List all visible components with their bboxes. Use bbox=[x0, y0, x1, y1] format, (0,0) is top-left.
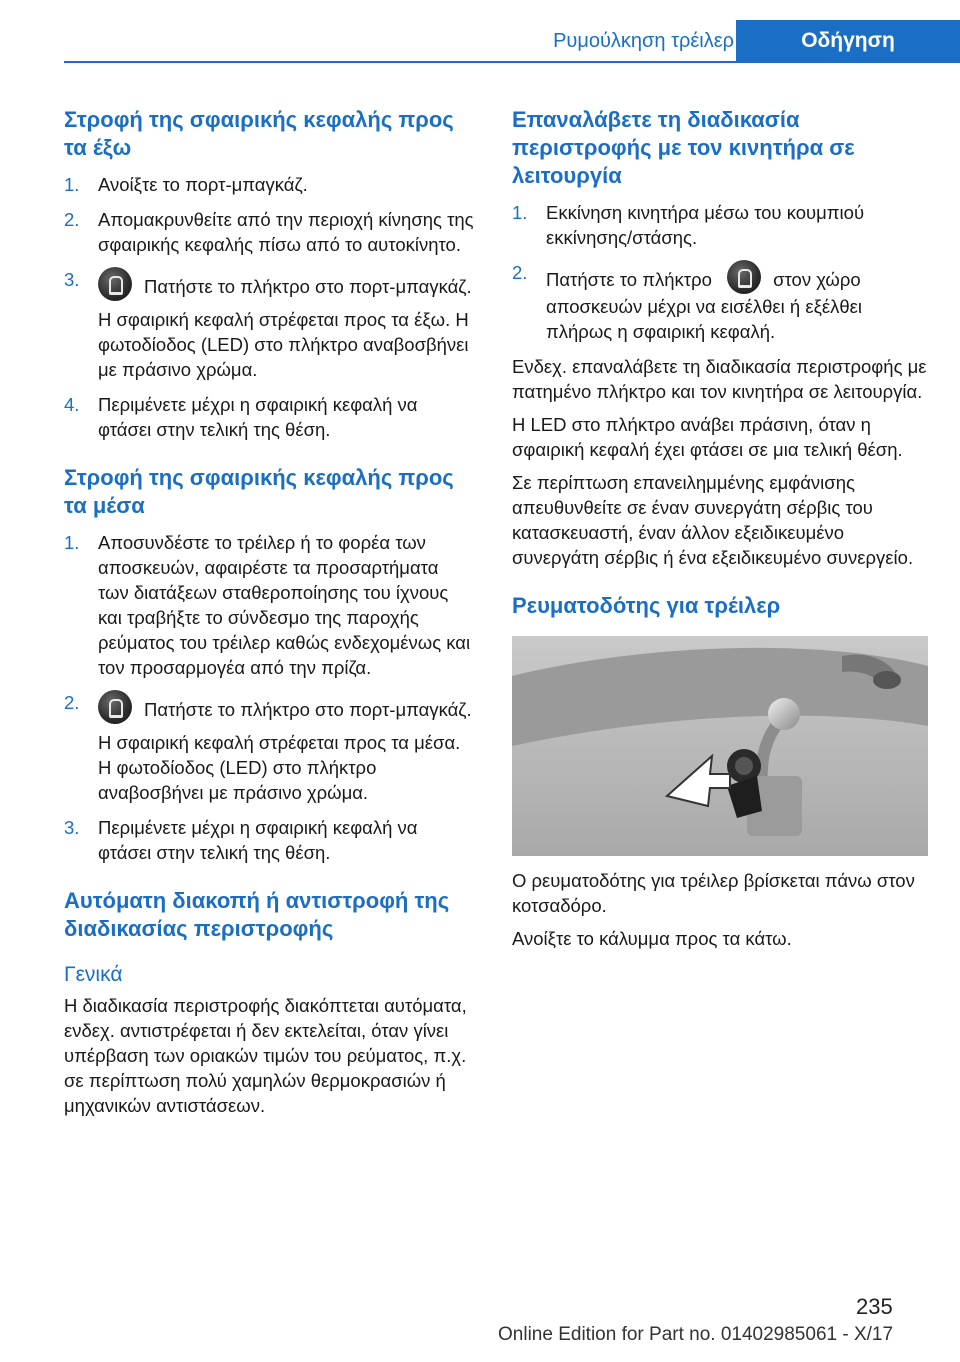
step-number: 3. bbox=[64, 269, 80, 290]
step bbox=[64, 207, 474, 257]
paragraph: Η LED στο πλήκτρο ανάβει πράσινη, όταν η σφαιρική κεφαλή έχει φτάσει σε μια τελική θέση. bbox=[512, 414, 903, 460]
step-number: 2. bbox=[64, 692, 80, 713]
step-number: 2. bbox=[64, 209, 80, 230]
section-title-socket: Ρευματοδότης για τρέιλερ bbox=[512, 593, 781, 618]
paragraph: Σε περίπτωση επανειλημμένης εμφάνισης απευθυνθείτε σε έναν συνεργάτη σέρβις του κατασκευαστή, έναν άλλον εξειδικευμένο συνεργάτη σέρβις ή ένα εξειδικευμένο συνεργείο. bbox=[512, 472, 914, 568]
step-note: Η σφαιρική κεφαλή στρέφεται προς τα έξω. Η φωτοδίοδος (LED) στο πλήκτρο αναβοσβήνει με πράσινο χρώμα. bbox=[98, 309, 469, 380]
step-text: Πατήστε το πλήκτρο στο πορτ-μπαγκάζ. bbox=[98, 690, 474, 724]
tow-hitch-illustration-svg bbox=[512, 636, 928, 856]
step-text: Απομακρυνθείτε από την περιοχή κίνησης της σφαιρικής κεφαλής πίσω από το αυτοκίνητο. bbox=[98, 209, 474, 255]
step bbox=[512, 260, 932, 344]
step-number: 1. bbox=[64, 532, 80, 553]
right-column bbox=[512, 106, 932, 959]
subsection-title-general: Γενικά bbox=[64, 963, 123, 986]
step bbox=[64, 392, 474, 442]
section-swing-in bbox=[64, 464, 474, 865]
step-note: Η σφαιρική κεφαλή στρέφεται προς τα μέσα. Η φωτοδίοδος (LED) στο πλήκτρο αναβοσβήνει με πράσινο χρώμα. bbox=[98, 732, 461, 803]
step-number: 4. bbox=[64, 394, 80, 415]
header-rule bbox=[64, 61, 960, 63]
left-column bbox=[64, 106, 474, 1126]
step-number: 3. bbox=[64, 817, 80, 838]
step-text: Περιμένετε μέχρι η σφαιρική κεφαλή να φτάσει στην τελική της θέση. bbox=[98, 817, 418, 863]
step bbox=[64, 690, 474, 805]
step-text: Πατήστε το πλήκτρο στον χώρο αποσκευών μέχρι να εισέλθει ή εξέλθει πλήρως η σφαιρική κεφαλή. bbox=[546, 260, 932, 344]
trailer-hitch-button-icon bbox=[727, 260, 761, 294]
trailer-socket-illustration bbox=[512, 636, 928, 856]
paragraph: Ανοίξτε το κάλυμμα προς τα κάτω. bbox=[512, 928, 792, 949]
paragraph: Ενδεχ. επαναλάβετε τη διαδικασία περιστροφής με πατημένο πλήκτρο και τον κινητήρα σε λειτουργία. bbox=[512, 356, 927, 402]
page-number: 235 bbox=[856, 1294, 893, 1319]
step-text: Αποσυνδέστε το τρέιλερ ή το φορέα των αποσκευών, αφαιρέστε τα προσαρτήματα των διατάξεων σταθεροποίησης του ίχνους και τραβήξτε το σύνδεσμο της παροχής ρεύματος του τρέιλερ καθώς ενδεχομένως και τον προσαρμογέα από την πρίζα. bbox=[98, 532, 471, 678]
section-title-auto-stop: Αυτόματη διακοπή ή αντιστροφή της διαδικασίας περιστροφής bbox=[64, 888, 450, 941]
trailer-hitch-button-icon bbox=[98, 267, 132, 301]
step-text: Εκκίνηση κινητήρα μέσω του κουμπιού εκκίνησης/στάσης. bbox=[546, 202, 865, 248]
section-title-swing-out: Στροφή της σφαιρικής κεφαλής προς τα έξω bbox=[64, 107, 454, 160]
header-chapter-tab: Οδήγηση bbox=[736, 20, 960, 62]
paragraph: Η διαδικασία περιστροφής διακόπτεται αυτόματα, ενδεχ. αντιστρέφεται ή δεν εκτελείται, όταν γίνει υπέρβαση των οριακών τιμών του ρεύματος, π.χ. σε περίπτωση πολύ χαμηλών θερμοκρασιών ή μηχανικών αντιστάσεων. bbox=[64, 995, 467, 1116]
step-text: Ανοίξτε το πορτ-μπαγκάζ. bbox=[98, 174, 308, 195]
step-number: 2. bbox=[512, 262, 528, 283]
step bbox=[64, 815, 474, 865]
step-number: 1. bbox=[64, 174, 80, 195]
section-title-repeat: Επαναλάβετε τη διαδικασία περιστροφής με τον κινητήρα σε λειτουργία bbox=[512, 107, 855, 188]
footer-edition: Online Edition for Part no. 01402985061 - X/17 bbox=[498, 1324, 894, 1345]
section-auto-stop bbox=[64, 887, 474, 1118]
page-header bbox=[0, 0, 960, 62]
paragraph: Ο ρευματοδότης για τρέιλερ βρίσκεται πάνω στον κοτσαδόρο. bbox=[512, 870, 915, 916]
step-text: Περιμένετε μέχρι η σφαιρική κεφαλή να φτάσει στην τελική της θέση. bbox=[98, 394, 418, 440]
step bbox=[64, 267, 474, 382]
step-number: 1. bbox=[512, 202, 528, 223]
trailer-hitch-button-icon bbox=[98, 690, 132, 724]
step bbox=[64, 172, 474, 197]
step bbox=[512, 200, 932, 250]
header-section: Ρυμούλκηση τρέιλερ bbox=[553, 30, 734, 52]
step bbox=[64, 530, 474, 680]
section-socket bbox=[512, 592, 932, 951]
section-title-swing-in: Στροφή της σφαιρικής κεφαλής προς τα μέσα bbox=[64, 465, 454, 518]
step-text: Πατήστε το πλήκτρο στο πορτ-μπαγκάζ. bbox=[98, 267, 474, 301]
